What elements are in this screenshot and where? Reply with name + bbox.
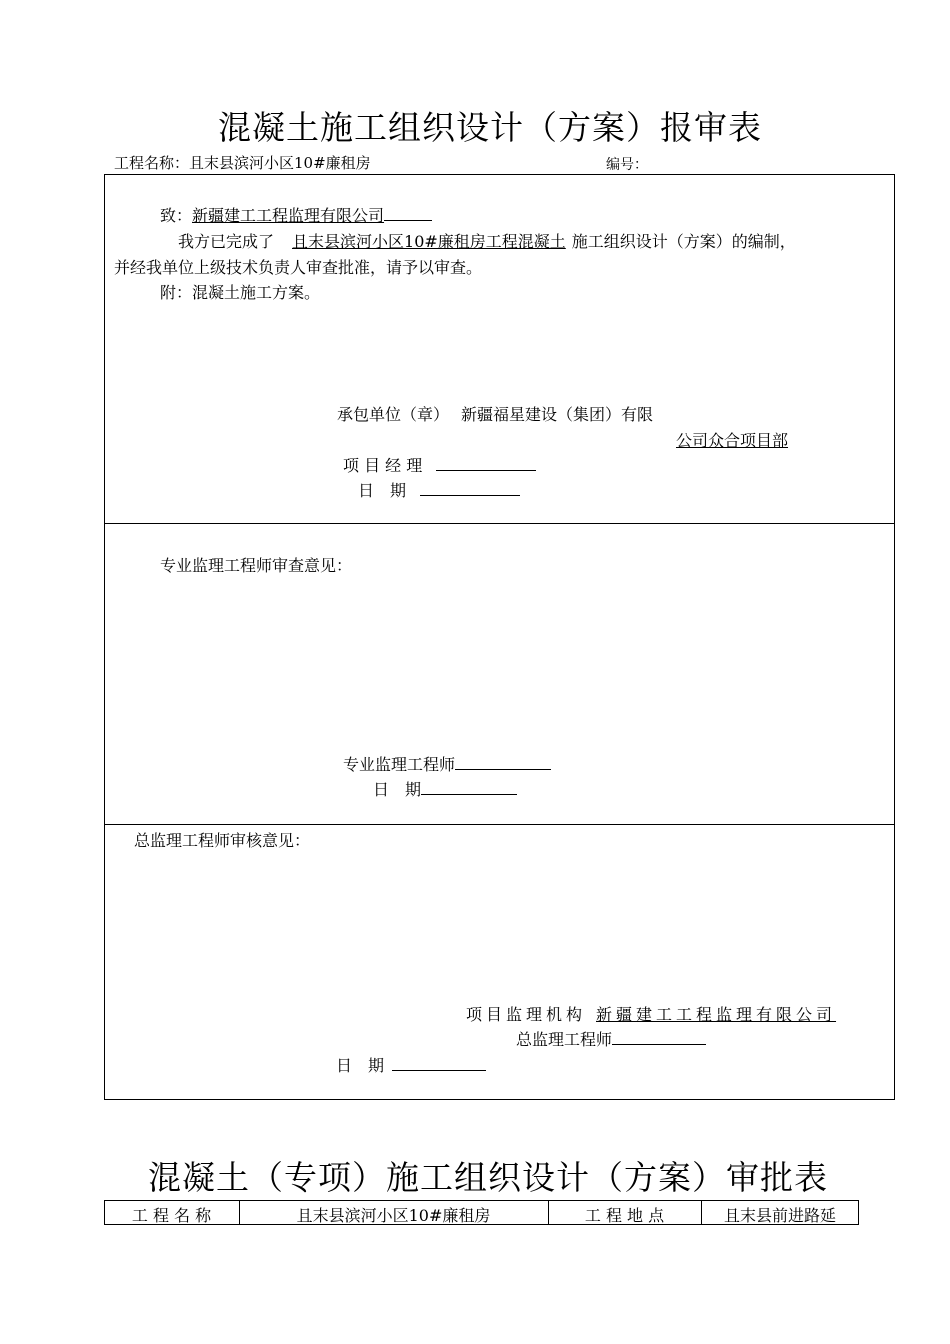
body-line1-suffix: 施工组织设计（方案）的编制，: [571, 232, 796, 251]
pm-signature-blank: [436, 456, 536, 471]
section-divider: [104, 824, 895, 825]
specialist-opinion-label: 专业监理工程师审查意见：: [160, 556, 353, 575]
date-blank: [421, 780, 517, 795]
date-label: 日 期: [358, 481, 407, 500]
pm-label: 项 目 经 理: [343, 456, 423, 475]
contractor-label: 承包单位（章）: [337, 405, 450, 424]
approval-table: [104, 174, 895, 1100]
form1-title: 混凝土施工组织设计（方案）报审表: [218, 108, 762, 147]
contractor-value-line1: 新疆福星建设（集团）有限: [461, 405, 654, 424]
supervision-org-line: [466, 1002, 836, 1025]
date-line-3: [336, 1053, 486, 1076]
form2-location-value: 且末县前进路延: [723, 1206, 836, 1225]
pm-line: [343, 453, 536, 476]
project-name-line: [114, 152, 371, 173]
date-blank: [392, 1056, 486, 1071]
date-blank: [420, 481, 520, 496]
chief-opinion-label: 总监理工程师审核意见：: [134, 831, 311, 850]
supervision-org-value: 新疆建工工程监理有限公司: [596, 1005, 837, 1024]
to-underline: [384, 206, 432, 221]
chief-engineer-signature-blank: [612, 1030, 706, 1045]
body-line1-value: 且末县滨河小区10#廉租房工程混凝土: [292, 232, 566, 251]
chief-engineer-line: [516, 1027, 706, 1050]
attachment-text: 附：混凝土施工方案。: [160, 283, 321, 302]
specialist-label: 专业监理工程师: [343, 755, 456, 774]
number-label: 编号：: [606, 157, 648, 173]
to-line: [160, 203, 432, 226]
body-line1-prefix: 我方已完成了: [178, 232, 275, 251]
date-line-2: [373, 777, 517, 800]
form2-location-label: 工 程 地 点: [584, 1206, 665, 1225]
to-label: 致：: [160, 206, 193, 225]
contractor-line: [337, 402, 653, 425]
form2-title: 混凝土（专项）施工组织设计（方案）审批表: [148, 1158, 828, 1197]
chief-engineer-label: 总监理工程师: [516, 1030, 613, 1049]
date-label: 日 期: [336, 1056, 385, 1075]
body-line2: 并经我单位上级技术负责人审查批准，请予以审查。: [114, 258, 483, 277]
specialist-line: [343, 752, 551, 775]
form2-project-name-label: 工 程 名 称: [131, 1206, 212, 1225]
date-line-1: [358, 478, 520, 501]
form2-project-name-value: 且末县滨河小区10#廉租房: [296, 1206, 491, 1225]
project-name-value: 且末县滨河小区10#廉租房: [189, 154, 371, 172]
section-divider: [104, 523, 895, 524]
supervision-org-label: 项目监理机构: [466, 1005, 587, 1024]
project-name-label: 工程名称：: [114, 154, 190, 172]
body-line1: [178, 229, 796, 252]
to-value: 新疆建工工程监理有限公司: [192, 206, 385, 225]
specialist-signature-blank: [455, 755, 551, 770]
contractor-value-line2: 公司众合项目部: [676, 431, 789, 450]
date-label: 日 期: [373, 780, 422, 799]
